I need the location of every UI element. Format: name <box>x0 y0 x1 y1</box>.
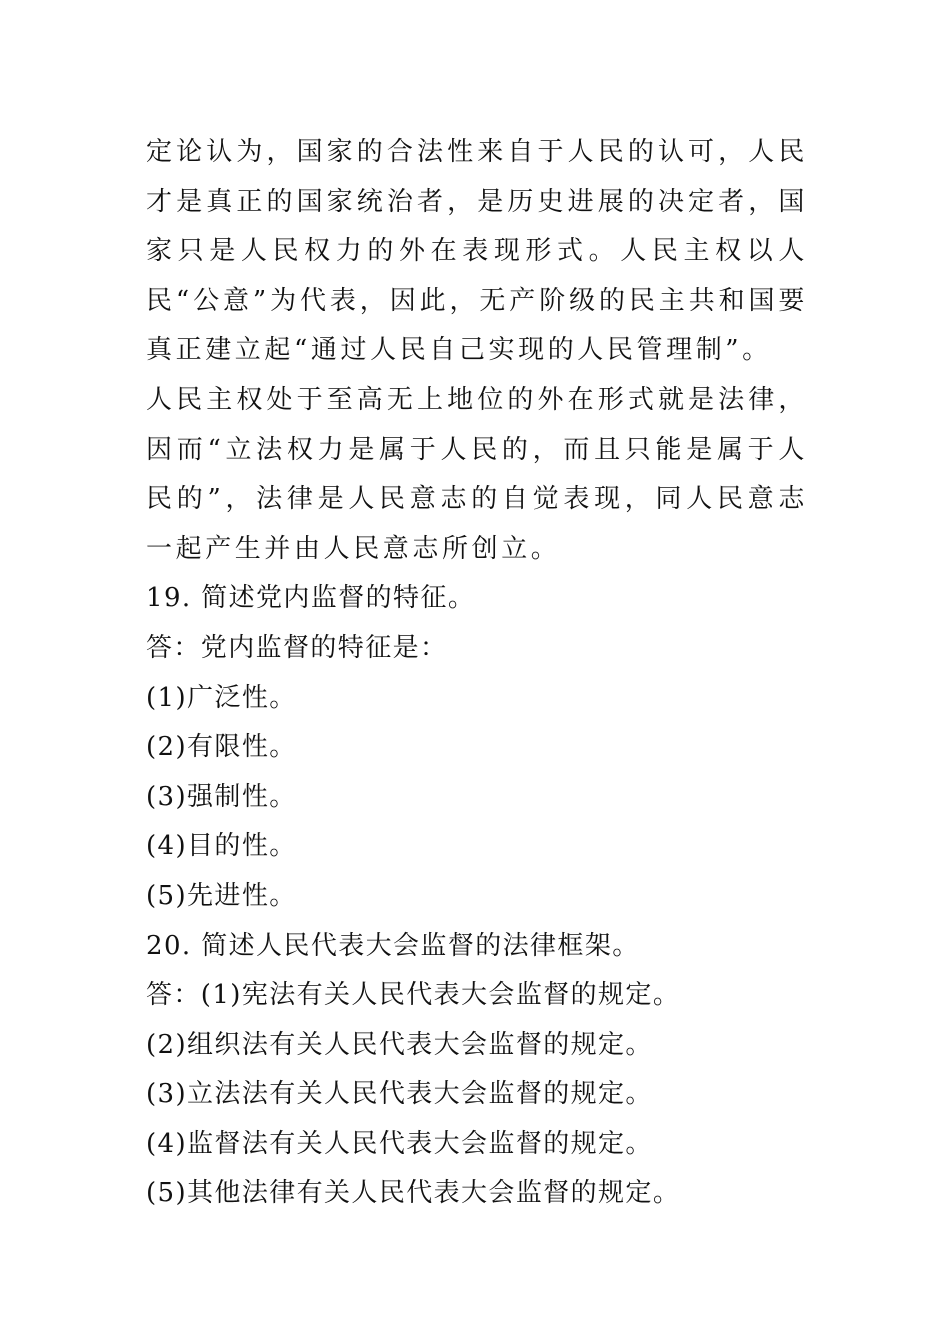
list-item: (4)目的性。 <box>146 831 297 862</box>
question-heading: 19. 简述党内监督的特征。 <box>146 583 476 614</box>
question-heading: 20. 简述人民代表大会监督的法律框架。 <box>146 930 640 961</box>
list-item: (2)有限性。 <box>146 732 297 763</box>
list-item: (4)监督法有关人民代表大会监督的规定。 <box>146 1128 653 1159</box>
list-item: (5)其他法律有关人民代表大会监督的规定。 <box>146 1178 681 1209</box>
list-item: (3)强制性。 <box>146 781 297 812</box>
answer-intro: 答：党内监督的特征是： <box>146 632 448 663</box>
list-item: (2)组织法有关人民代表大会监督的规定。 <box>146 1029 653 1060</box>
list-item: 答：(1)宪法有关人民代表大会监督的规定。 <box>146 980 681 1011</box>
body-paragraph: 定论认为，国家的合法性来自于人民的认可，人民才是真正的国家统治者，是历史进展的决定者，国家只是人民权力的外在表现形式。人民主权以人民“公意”为代表，因此，无产阶级的民主共和国要真正建立起“通过人民自己实现的人民管理制”。 <box>146 137 808 366</box>
body-paragraph: 人民主权处于至高无上地位的外在形式就是法律，因而“立法权力是属于人民的，而且只能是属于人民的”，法律是人民意志的自觉表现，同人民意志一起产生并由人民意志所创立。 <box>146 384 808 564</box>
document-body <box>146 128 808 1219</box>
list-item: (1)广泛性。 <box>146 682 297 713</box>
list-item: (5)先进性。 <box>146 880 297 911</box>
list-item: (3)立法法有关人民代表大会监督的规定。 <box>146 1079 653 1110</box>
